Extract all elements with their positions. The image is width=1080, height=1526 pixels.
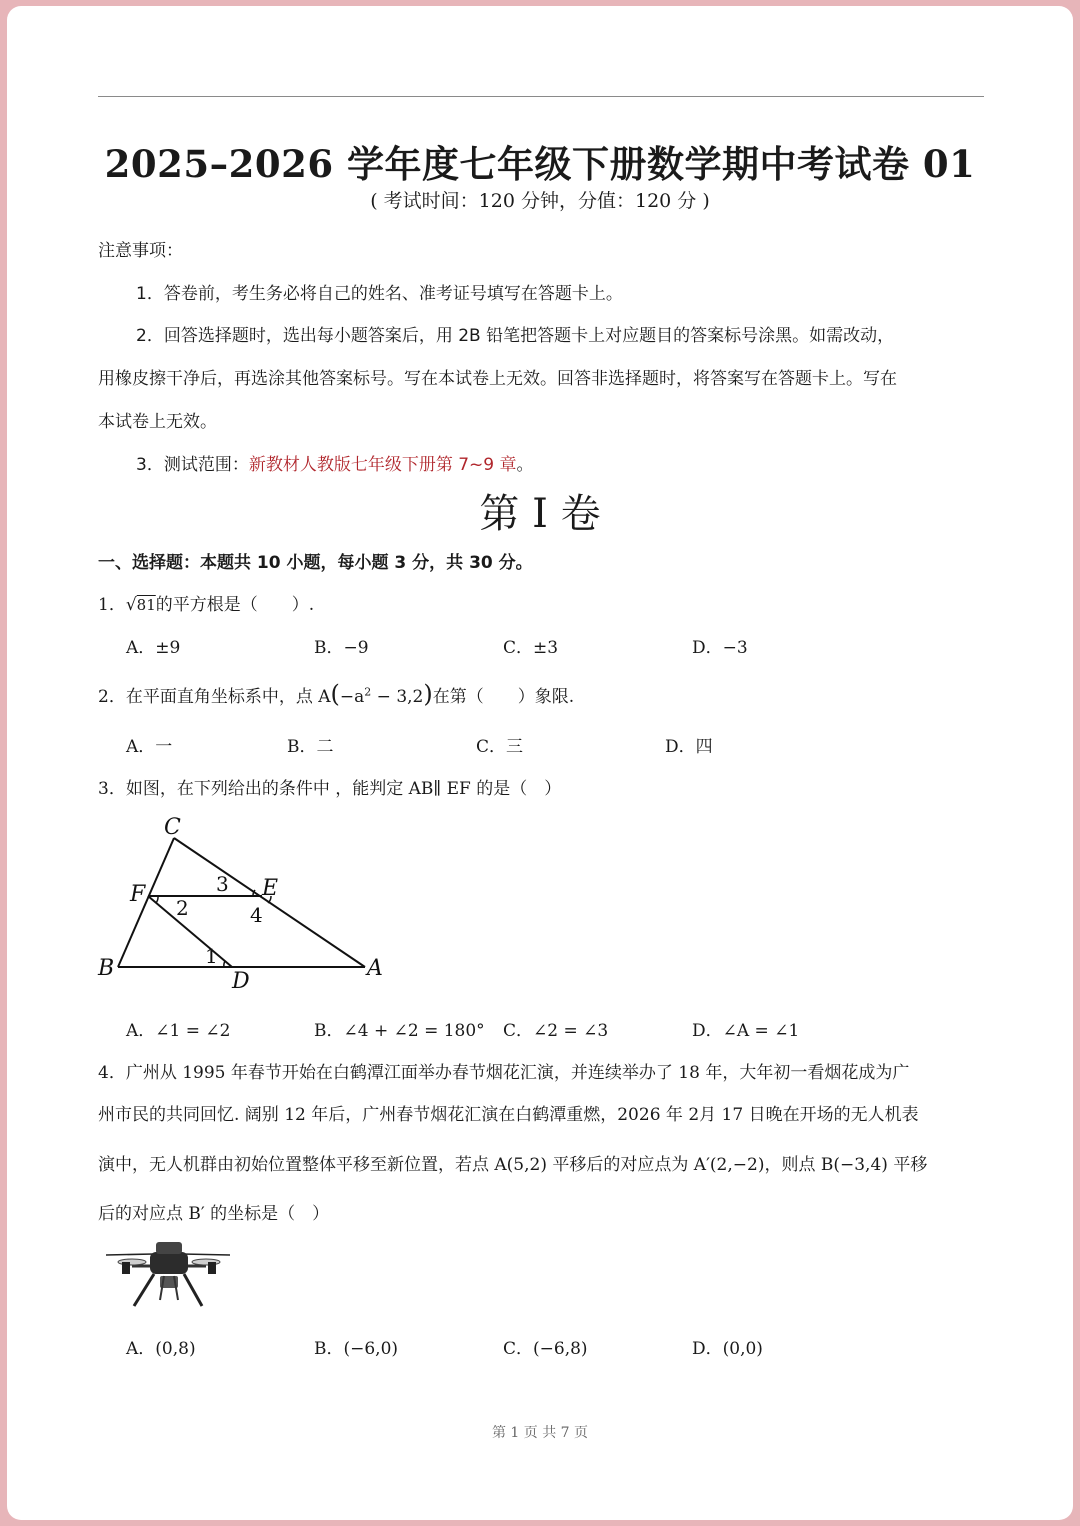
test-range: 新教材人教版七年级下册第 7~9 章 <box>248 455 517 475</box>
q2-coord-b: − 3,2 <box>371 687 424 707</box>
angle-label-2: 2 <box>176 896 189 920</box>
label-f: F <box>130 882 146 907</box>
q3-option-d: D．∠A = ∠1 <box>692 1021 800 1041</box>
q2-option-b: B．二 <box>287 737 334 757</box>
q1-option-b: B．−9 <box>314 638 369 658</box>
volume-heading: 第 I 卷 <box>479 491 601 537</box>
notes-heading: 注意事项： <box>98 241 183 261</box>
q1-number: 1． <box>98 595 126 615</box>
angle-label-4: 4 <box>250 903 263 927</box>
q2-coord-a: −a <box>339 687 365 707</box>
section-1-heading: 一、选择题：本题共 10 小题，每小题 3 分，共 30 分。 <box>98 553 533 573</box>
q3-option-a: A．∠1 = ∠2 <box>126 1021 231 1041</box>
q4-line-2: 州市民的共同回忆. 阔别 12 年后，广州春节烟花汇演在白鹤潭重燃，2026 年 2月 17 日晚在开场的无人机表 <box>98 1105 919 1125</box>
q3-option-c: C．∠2 = ∠3 <box>503 1021 609 1041</box>
q1-option-d: D．−3 <box>692 638 748 658</box>
angle-label-1: 1 <box>205 944 218 968</box>
q2-text-before: 2．在平面直角坐标系中，点 A <box>98 687 331 707</box>
note-2-line-3: 本试卷上无效。 <box>98 412 217 432</box>
label-d: D <box>232 969 250 994</box>
exam-title: 2025–2026 学年度七年级下册数学期中考试卷 01 <box>104 142 976 186</box>
drone-illustration <box>106 1242 230 1306</box>
exam-subtitle: ( 考试时间：120 分钟，分值：120 分 ) <box>370 190 710 212</box>
angle-2-arc <box>156 896 158 903</box>
q1-radicand: 81 <box>136 596 156 614</box>
q2-coord-exponent: 2 <box>364 685 372 699</box>
q1-option-c: C．±3 <box>503 638 559 658</box>
q4-line-4: 后的对应点 B′ 的坐标是（ ） <box>98 1204 330 1224</box>
q4-option-a: A．(0,8) <box>126 1339 196 1359</box>
angle-label-3: 3 <box>216 872 229 896</box>
label-e: E <box>262 876 279 901</box>
q4-line-3: 演中，无人机群由初始位置整体平移至新位置，若点 A(5,2) 平移后的对应点为 A′(2,−2)，则点 B(−3,4) 平移 <box>98 1155 928 1175</box>
note-1: 1．答卷前，考生务必将自己的姓名、准考证号填写在答题卡上。 <box>136 284 623 304</box>
q1-text: 的平方根是（ ）. <box>155 595 315 615</box>
label-b: B <box>98 956 115 981</box>
q4-option-b: B．(−6,0) <box>314 1339 399 1359</box>
q2-option-a: A．一 <box>126 737 173 757</box>
q3-option-b: B．∠4 + ∠2 = 180° <box>314 1021 485 1041</box>
q2-text-after: 在第（ ）象限. <box>432 687 575 707</box>
note-2-line-1: 2．回答选择题时，选出每小题答案后，用 2B 铅笔把答题卡上对应题目的答案标号涂黑。如需改动， <box>136 326 895 346</box>
note-3-prefix: 3．测试范围： <box>136 455 249 475</box>
question-2: 2．在平面直角坐标系中，点 $A(-a^2 - 3,2)$在第（ ）象限. <box>98 680 575 708</box>
segment-fd <box>148 896 232 967</box>
q1-option-a: A．±9 <box>126 638 181 658</box>
note-3-suffix: 。 <box>516 455 534 475</box>
q4-line-1: 4．广州从 1995 年春节开始在白鹤潭江面举办春节烟花汇演，并连续举办了 18 年，大年初一看烟花成为广 <box>98 1063 910 1083</box>
q4-option-d: D．(0,0) <box>692 1339 763 1359</box>
q2-option-c: C．三 <box>476 737 524 757</box>
segment-cb <box>118 838 174 967</box>
q4-option-c: C．(−6,8) <box>503 1339 588 1359</box>
note-2-line-2: 用橡皮擦干净后，再选涂其他答案标号。写在本试卷上无效。回答非选择题时，将答案写在答题卡上。写在 <box>98 369 897 389</box>
q2-option-d: D．四 <box>665 737 713 757</box>
label-c: C <box>164 815 181 840</box>
question-3: 3．如图，在下列给出的条件中 ，能判定 AB∥ EF 的是（ ） <box>98 779 562 799</box>
label-a: A <box>367 956 383 981</box>
sqrt-sign-icon: √ <box>125 595 137 615</box>
page-footer: 第 1 页 共 7 页 <box>491 1425 589 1441</box>
